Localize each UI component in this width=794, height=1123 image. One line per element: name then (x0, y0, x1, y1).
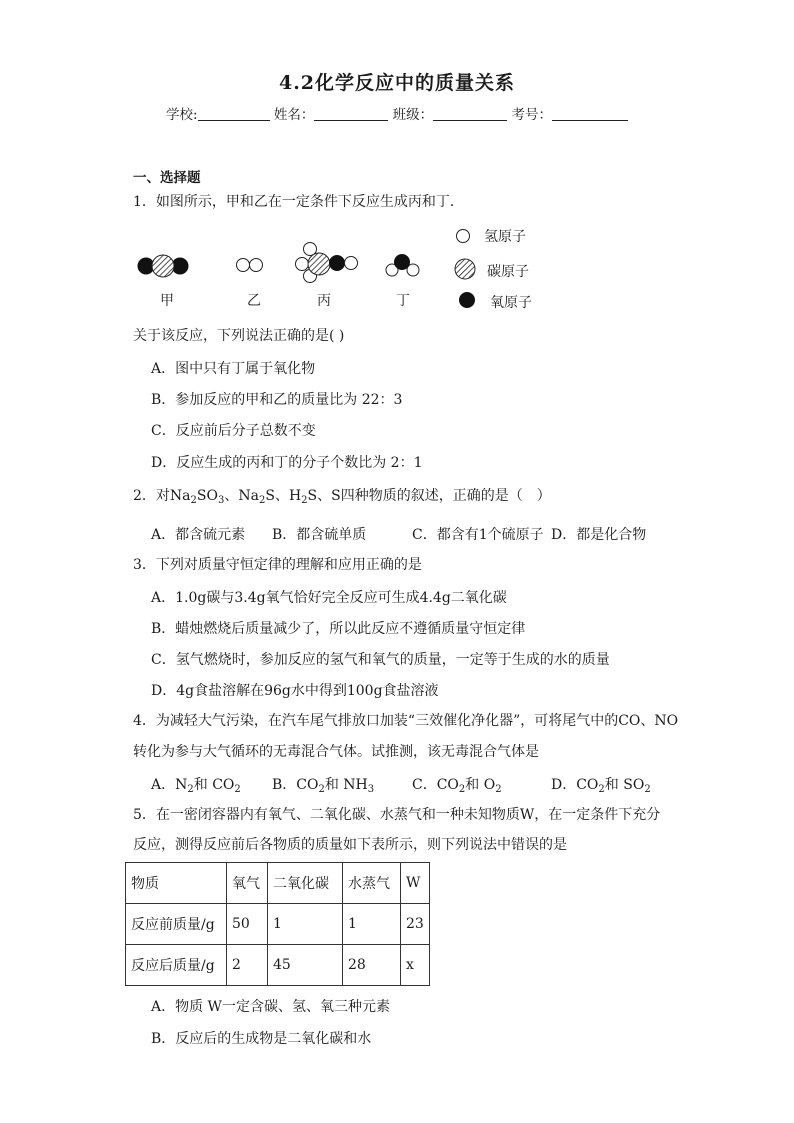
q4-stem-line2: 转化为参与大气循环的无毒混合气体。试推测，该无毒混合气体是 (133, 744, 539, 760)
q5-stem-line2: 反应，测得反应前后各物质的质量如下表所示，则下列说法中错误的是 (133, 837, 567, 853)
q3-stem: 3．下列对质量守恒定律的理解和应用正确的是 (133, 557, 422, 573)
q1-option-b[interactable]: B．参加反应的甲和乙的质量比为 22：3 (151, 392, 403, 408)
q4-option-b[interactable]: B．$CO_2$和 $NH_3$ (272, 777, 375, 795)
class-label: 班级： (392, 107, 434, 123)
legend-hydrogen-symbol (457, 230, 470, 243)
q2-option-a[interactable]: A．都含硫元素 (151, 527, 246, 543)
legend-carbon-label: 碳原子 (487, 264, 529, 280)
table-cell: 45 (268, 945, 343, 986)
table-cell: 28 (343, 945, 401, 986)
q1-option-d[interactable]: D．反应生成的丙和丁的分子个数比为 2：1 (151, 455, 423, 471)
table-cell: 反应后质量/g (126, 945, 227, 986)
school-blank[interactable] (198, 106, 270, 121)
molecule-yi (237, 259, 263, 272)
formula-na2so3: $Na_2SO_3$ (169, 488, 225, 506)
q3-option-b[interactable]: B．蜡烛燃烧后质量减少了，所以此反应不遵循质量守恒定律 (151, 621, 526, 637)
section-heading: 一、选择题 (133, 170, 201, 186)
molecule-ding (386, 255, 419, 277)
table-header-cell: 氧气 (227, 863, 268, 904)
student-info (0, 103, 794, 123)
q3-option-d[interactable]: D．4g食盐溶解在96g水中得到100g食盐溶液 (151, 683, 439, 699)
q5-option-a[interactable]: A．物质 W一定含碳、氢、氧三种元素 (151, 999, 390, 1015)
q2-option-b[interactable]: B．都含硫单质 (272, 527, 367, 543)
exam-no-blank[interactable] (552, 106, 628, 121)
name-blank[interactable] (314, 106, 388, 121)
q3-option-a[interactable]: A．1.0g碳与3.4g氧气恰好完全反应可生成4.4g二氧化碳 (151, 590, 507, 606)
school-label: 学校: (166, 107, 198, 123)
q1-option-c[interactable]: C．反应前后分子总数不变 (151, 423, 316, 439)
formula-h2s: $H_2S$ (288, 488, 318, 506)
molecule-bing (296, 243, 358, 283)
table-cell: 1 (268, 904, 343, 945)
page-title: 4.2化学反应中的质量关系 (278, 72, 516, 94)
molecule-jia (138, 255, 188, 277)
table-cell: 50 (227, 904, 268, 945)
q1-option-a[interactable]: A．图中只有丁属于氧化物 (151, 361, 316, 377)
table-cell: 1 (343, 904, 401, 945)
q5-stem-line1: 5．在一密闭容器内有氧气、二氧化碳、水蒸气和一种未知物质W，在一定条件下充分 (133, 807, 661, 823)
q4-stem-line1: 4．为减轻大气污染，在汽车尾气排放口加装“三效催化净化器”，可将尾气中的CO、NO (133, 713, 679, 729)
legend-oxygen-label: 氧原子 (490, 295, 532, 311)
formula-na2s: $Na_2S$ (238, 488, 275, 506)
class-blank[interactable] (433, 106, 507, 121)
table-cell: 23 (401, 904, 430, 945)
q4-option-c[interactable]: C．$CO_2$和 $O_2$ (412, 777, 502, 795)
q2-prefix: 2．对 (133, 488, 170, 504)
q5-mass-table (125, 862, 430, 986)
molecule-label-ding: 丁 (396, 293, 410, 309)
q2-stem: 2．对$Na_2SO_3$、$Na_2S$、$H_2S$、S四种物质的叙述，正确的是（ ） (133, 488, 551, 506)
q4-option-d[interactable]: D．$CO_2$和 $SO_2$ (551, 777, 651, 795)
table-cell: x (401, 945, 430, 986)
legend-carbon-symbol (455, 259, 475, 279)
table-header-cell: 物质 (126, 863, 227, 904)
table-cell: 反应前质量/g (126, 904, 227, 945)
molecule-label-bing: 丙 (317, 293, 331, 309)
q3-option-c[interactable]: C．氢气燃烧时，参加反应的氢气和氧气的质量，一定等于生成的水的质量 (151, 652, 610, 668)
table-row (126, 945, 430, 986)
q2-option-d[interactable]: D．都是化合物 (551, 527, 647, 543)
table-header-cell: W (401, 863, 430, 904)
q1-question: 关于该反应，下列说法正确的是( ) (133, 328, 345, 344)
molecule-label-jia: 甲 (160, 293, 174, 309)
q5-option-b[interactable]: B．反应后的生成物是二氧化碳和水 (151, 1031, 372, 1047)
q4-option-a[interactable]: A．$N_2$和 $CO_2$ (151, 777, 241, 795)
legend-hydrogen-label: 氢原子 (484, 229, 526, 245)
table-header-row (126, 863, 430, 904)
q1-stem: 1．如图所示，甲和乙在一定条件下反应生成丙和丁． (133, 194, 464, 210)
table-header-cell: 二氧化碳 (268, 863, 343, 904)
exam-no-label: 考号： (511, 107, 552, 123)
table-row (126, 904, 430, 945)
molecule-label-yi: 乙 (247, 293, 261, 309)
name-label: 姓名： (273, 107, 315, 123)
q2-option-c[interactable]: C．都含有1个硫原子 (412, 527, 544, 543)
legend-oxygen-symbol (460, 293, 475, 308)
table-cell: 2 (227, 945, 268, 986)
table-header-cell: 水蒸气 (343, 863, 401, 904)
q2-suffix: S四种物质的叙述，正确的是（ ） (331, 488, 551, 504)
